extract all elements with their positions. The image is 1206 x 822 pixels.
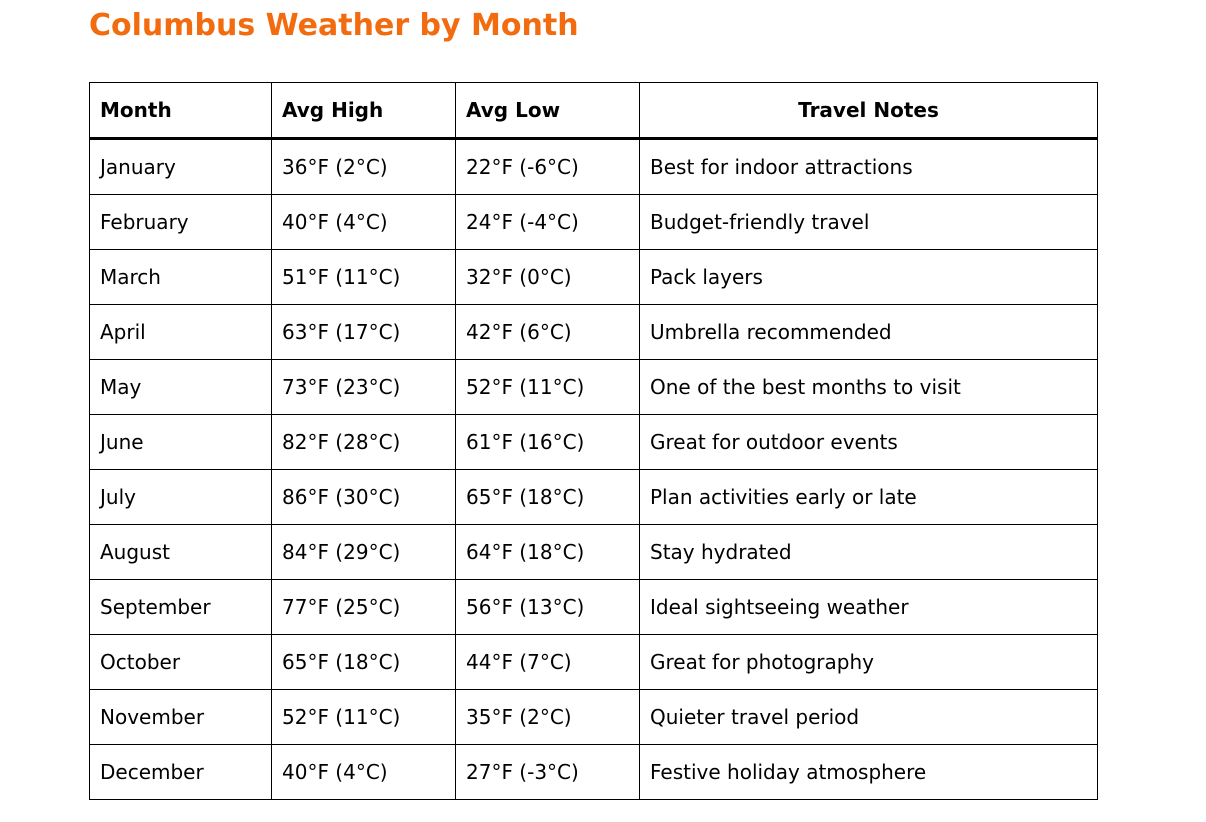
cell-avg-low: 22°F (-6°C) xyxy=(456,139,640,195)
column-header-travel-notes: Travel Notes xyxy=(640,83,1098,139)
cell-month: July xyxy=(90,470,272,525)
cell-travel-notes: Plan activities early or late xyxy=(640,470,1098,525)
cell-avg-high: 82°F (28°C) xyxy=(272,415,456,470)
cell-avg-high: 63°F (17°C) xyxy=(272,305,456,360)
cell-travel-notes: Festive holiday atmosphere xyxy=(640,745,1098,800)
cell-avg-low: 27°F (-3°C) xyxy=(456,745,640,800)
cell-travel-notes: Best for indoor attractions xyxy=(640,139,1098,195)
cell-avg-low: 44°F (7°C) xyxy=(456,635,640,690)
cell-month: August xyxy=(90,525,272,580)
cell-month: December xyxy=(90,745,272,800)
cell-avg-low: 61°F (16°C) xyxy=(456,415,640,470)
weather-table xyxy=(89,82,1098,800)
cell-avg-low: 64°F (18°C) xyxy=(456,525,640,580)
cell-travel-notes: Pack layers xyxy=(640,250,1098,305)
cell-travel-notes: Ideal sightseeing weather xyxy=(640,580,1098,635)
cell-travel-notes: Budget-friendly travel xyxy=(640,195,1098,250)
cell-month: April xyxy=(90,305,272,360)
page-title: Columbus Weather by Month xyxy=(89,8,579,43)
cell-avg-high: 51°F (11°C) xyxy=(272,250,456,305)
table-row xyxy=(90,415,1098,470)
cell-avg-low: 32°F (0°C) xyxy=(456,250,640,305)
table-row xyxy=(90,195,1098,250)
table-row xyxy=(90,635,1098,690)
column-header-avg-high: Avg High xyxy=(272,83,456,139)
cell-avg-low: 52°F (11°C) xyxy=(456,360,640,415)
cell-month: November xyxy=(90,690,272,745)
cell-avg-high: 40°F (4°C) xyxy=(272,745,456,800)
table-row xyxy=(90,580,1098,635)
table-row xyxy=(90,250,1098,305)
cell-avg-low: 56°F (13°C) xyxy=(456,580,640,635)
table-header-row xyxy=(90,83,1098,139)
cell-month: June xyxy=(90,415,272,470)
cell-month: March xyxy=(90,250,272,305)
cell-avg-high: 65°F (18°C) xyxy=(272,635,456,690)
column-header-avg-low: Avg Low xyxy=(456,83,640,139)
cell-travel-notes: Stay hydrated xyxy=(640,525,1098,580)
cell-month: January xyxy=(90,139,272,195)
cell-avg-high: 52°F (11°C) xyxy=(272,690,456,745)
table-row xyxy=(90,139,1098,195)
table-row xyxy=(90,690,1098,745)
table-row xyxy=(90,360,1098,415)
cell-avg-high: 86°F (30°C) xyxy=(272,470,456,525)
cell-avg-high: 73°F (23°C) xyxy=(272,360,456,415)
table-row xyxy=(90,745,1098,800)
cell-avg-low: 65°F (18°C) xyxy=(456,470,640,525)
cell-travel-notes: Great for outdoor events xyxy=(640,415,1098,470)
cell-avg-high: 77°F (25°C) xyxy=(272,580,456,635)
cell-travel-notes: Great for photography xyxy=(640,635,1098,690)
cell-travel-notes: Umbrella recommended xyxy=(640,305,1098,360)
table-row xyxy=(90,305,1098,360)
cell-month: September xyxy=(90,580,272,635)
cell-travel-notes: Quieter travel period xyxy=(640,690,1098,745)
table-row xyxy=(90,470,1098,525)
cell-avg-high: 36°F (2°C) xyxy=(272,139,456,195)
cell-month: October xyxy=(90,635,272,690)
cell-avg-low: 24°F (-4°C) xyxy=(456,195,640,250)
cell-avg-high: 84°F (29°C) xyxy=(272,525,456,580)
cell-month: February xyxy=(90,195,272,250)
cell-avg-low: 42°F (6°C) xyxy=(456,305,640,360)
column-header-month: Month xyxy=(90,83,272,139)
cell-travel-notes: One of the best months to visit xyxy=(640,360,1098,415)
cell-avg-high: 40°F (4°C) xyxy=(272,195,456,250)
cell-month: May xyxy=(90,360,272,415)
table-row xyxy=(90,525,1098,580)
cell-avg-low: 35°F (2°C) xyxy=(456,690,640,745)
